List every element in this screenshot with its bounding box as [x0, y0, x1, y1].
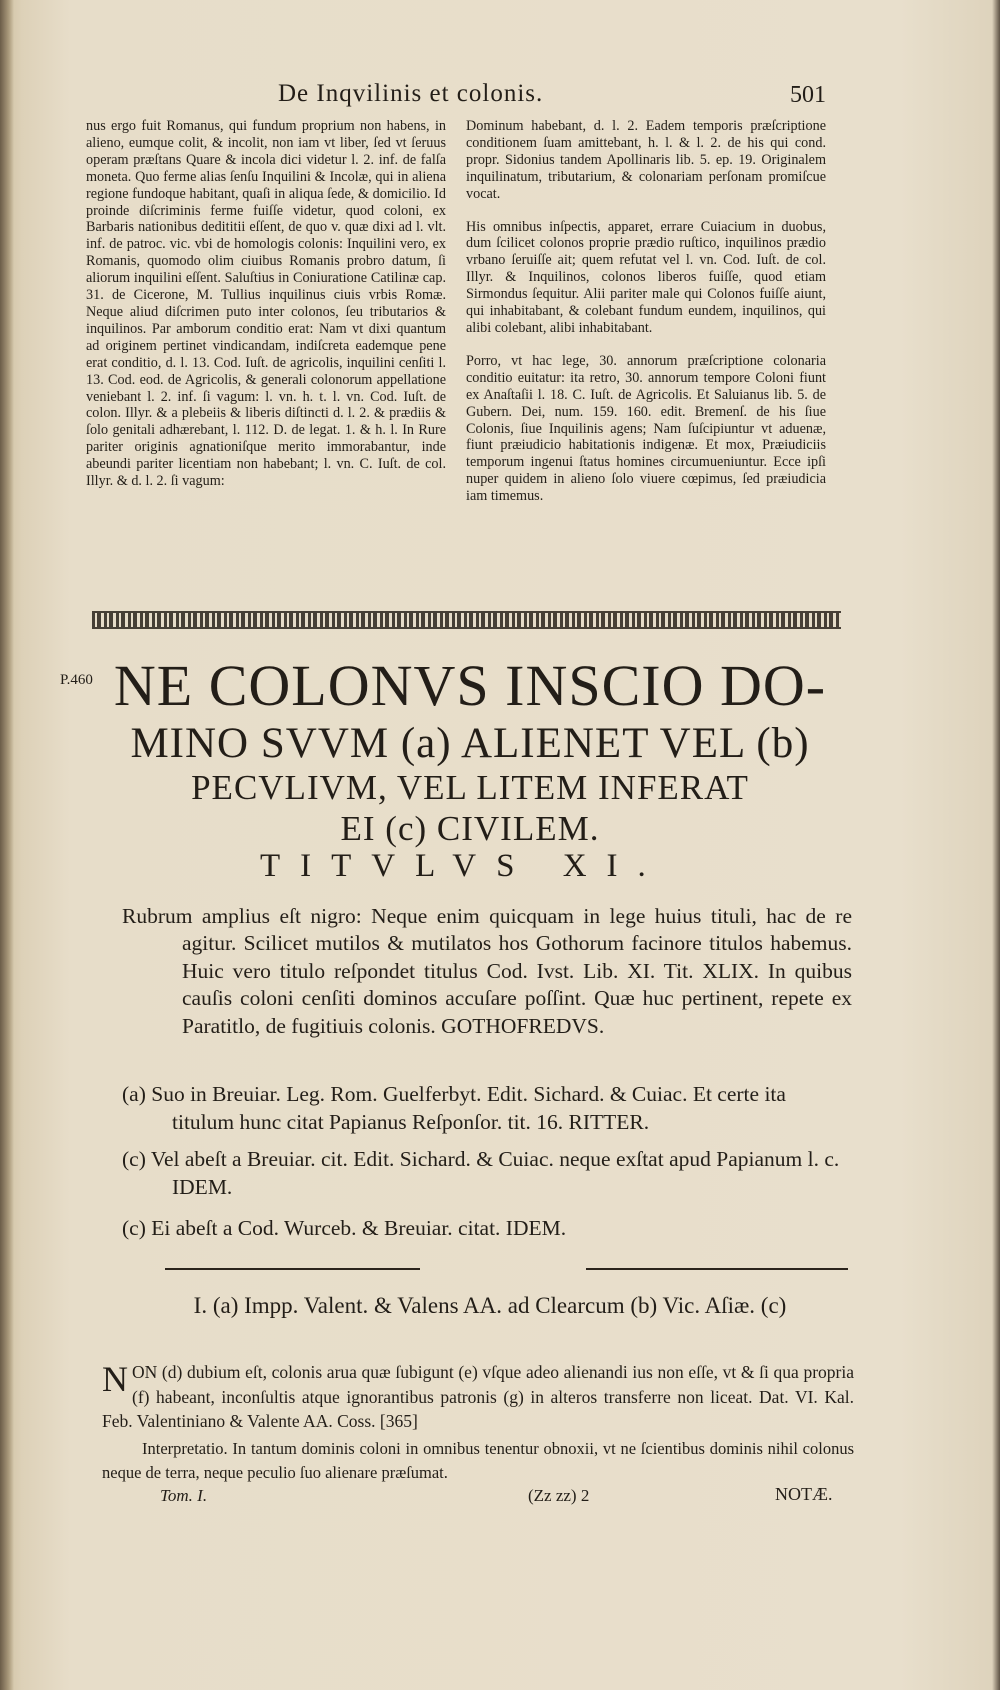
left-column	[86, 118, 446, 506]
lex-text-body: ON (d) dubium eſt, colonis arua quæ ſubigunt (e) vſque adeo alienandi ius non eſſe, vt & ſi qua propria (f) habeant, inconſultis atque ignorantibus patronis (g) in alteros transferre non liceat. Dat. VI. Kal. Feb. Valentiniano & Valente AA. Coss. [365]	[102, 1362, 854, 1431]
ornamental-border	[92, 611, 841, 629]
main-title	[90, 653, 850, 848]
lex-text	[102, 1360, 854, 1434]
running-head: De Inqvilinis et colonis.	[278, 80, 544, 107]
title-line: NE COLONVS INSCIO DO-	[113, 653, 827, 718]
lex-heading: I. (a) Impp. Valent. & Valens AA. ad Clearcum (b) Vic. Aſiæ. (c)	[193, 1293, 787, 1318]
left-paragraph: nus ergo fuit Romanus, qui fundum proprium non habens, in alieno, eumque colit, & incolit, non iam vt liber, ſed vt ſeruus operam præſtans Quare & incola dici videtur l. 2. inf. de falſa moneta. Quo ferme alias ſenſu Inquilini & Incolæ, qui in aliena regione fundoque habitant, quaſi in aliqua ſede, & domicilio. Id proinde diſcriminis ferme fuiſſe videtur, quod coloni, ex Barbaris nationibus dedititii eſſent, de quo v. quæ dixi ad l. vlt. inf. de patroc. vic. vbi de homologis colonis: Inquilini vero, ex Romanis, quomodo olim ciuibus Romanis probro datum, ſi aliorum inquilini eſſent. Saluſtius in Coniuratione Catilinæ cap. 31. de Cicerone, M. Tullius inquilinus ciuis vrbis Romæ. Neque aliud diſcrimen puto inter colonos, ſeu tributarios & inquilinos. Par amborum conditio erat: Nam vt dixi quantum ad originem pertinet vindicandam, indiſcreta eademque pene erat conditio, d. l. 13. Cod. Iuſt. de agricolis, inquilini cenſiti l. 13. Cod. eod. de Agricolis, & generali colonorum appellatione veniebant l. 2. inf. ſi vagum: l. vn. h. t. l. vn. Cod. Iuſt. de colon. Illyr. & a plebeiis & liberis diſtincti d. l. 2. & prædiis & ſolo genitali adhærebant, l. 112. D. de legat. 1. & h. l. In Rure pariter originis agnationiſque merito immorabantur, inde abeundi pariter licentiam non habebant; l. vn. C. Iuſt. de col. Illyr. & d. l. 2. ſi vagum:	[86, 118, 446, 490]
interpretatio: Interpretatio. In tantum dominis coloni in omnibus tenentur obnoxii, vt ne ſcientibus dominis nihil colonus neque de terra, neque peculio ſuo alienare præſumat.	[102, 1439, 854, 1482]
footnote: (c) Ei abeſt a Cod. Wurceb. & Breuiar. citat. IDEM.	[122, 1216, 567, 1240]
right-column	[466, 118, 826, 521]
title-line: MINO SVVM (a) ALIENET VEL (b)	[130, 719, 810, 767]
footer-catchword: NOTÆ.	[775, 1484, 833, 1504]
rubric-paragraph: Rubrum amplius eſt nigro: Neque enim quicquam in lege huius tituli, hac de re agitur. Scilicet mutilos & mutilatos hos Gothorum facinore titulos habemus. Huic vero titulo reſpondet titulus Cod. Ivst. Lib. XI. Tit. XLIX. In quibus cauſis coloni cenſiti dominos accuſare poſſint. Quæ huc pertinent, repete ex Paratitlo, de fugitiuis colonis. GOTHOFREDVS.	[122, 904, 852, 1038]
divider-rule	[165, 1268, 420, 1270]
page-number: 501	[790, 82, 826, 108]
right-paragraph: Dominum habebant, d. l. 2. Eadem temporis præſcriptione conditionem ſuam amittebant, h. l. & l. 2. de his qui cond. propr. Sidonius tandem Apollinaris lib. 5. ep. 19. Originalem inquilinatum, tributarium, & colonariam perſonam promiſcue vocat.	[466, 118, 826, 202]
drop-cap: N	[102, 1359, 128, 1399]
footer-signature: (Zz zz) 2	[528, 1486, 590, 1505]
page-gutter-shadow	[0, 0, 14, 1690]
title-line: PECVLIVM, VEL LITEM INFERAT	[191, 768, 749, 808]
footer-volume: Tom. I.	[160, 1486, 208, 1505]
title-line: EI (c) CIVILEM.	[340, 808, 600, 848]
divider-rule	[586, 1268, 848, 1270]
footnote: (c) Vel abeſt a Breuiar. cit. Edit. Sichard. & Cuiac. neque exſtat apud Papianum l. c. IDEM.	[122, 1147, 840, 1199]
right-paragraph: His omnibus inſpectis, apparet, errare Cuiacium in duobus, dum ſcilicet colonos proprie prædio ruſtico, inquilinos prædio vrbano ſeruiſſe ait; quem refutat vel l. vn. Cod. Iuſt. de col. Illyr. & Inquilinos, colonos liberos fuiſſe, quod etiam Sirmondus ſequitur. Alii pariter male qui Colonos fuiſſe aiunt, qui inhabitabant, & colebant fundum eundem, inquilinos, qui alibi colebant, alibi inhabitabant.	[466, 218, 826, 336]
page-edge-shadow	[992, 0, 1000, 1690]
margin-note: P.460	[60, 672, 93, 688]
titulus-heading: TITVLVS XI.	[260, 848, 666, 884]
right-paragraph: Porro, vt hac lege, 30. annorum præſcriptione colonaria conditio euitatur: ita retro, 30. annorum tempore Coloni fiunt ex Anaſtaſii l. 18. C. Iuſt. de Agricolis. Et Saluianus lib. 5. de Gubern. Dei, num. 159. 160. edit. Bremenſ. de his ſiue Colonis, ſiue Inquilinis agens; Nam ſuſcipiuntur vt aduenæ, fiunt præiudicio habitationis indigenæ. Et mox, Præiudiciis temporum ingenui ſtatus homines circumueniuntur. Ecce ipſi nuper quidem in alieno ſolo viuere cœpimus, ſed præiudicia iam timemus.	[466, 352, 826, 505]
footnote: (a) Suo in Breuiar. Leg. Rom. Guelferbyt. Edit. Sichard. & Cuiac. Et certe ita titulum hunc citat Papianus Reſponſor. tit. 16. RITTER.	[122, 1082, 786, 1134]
